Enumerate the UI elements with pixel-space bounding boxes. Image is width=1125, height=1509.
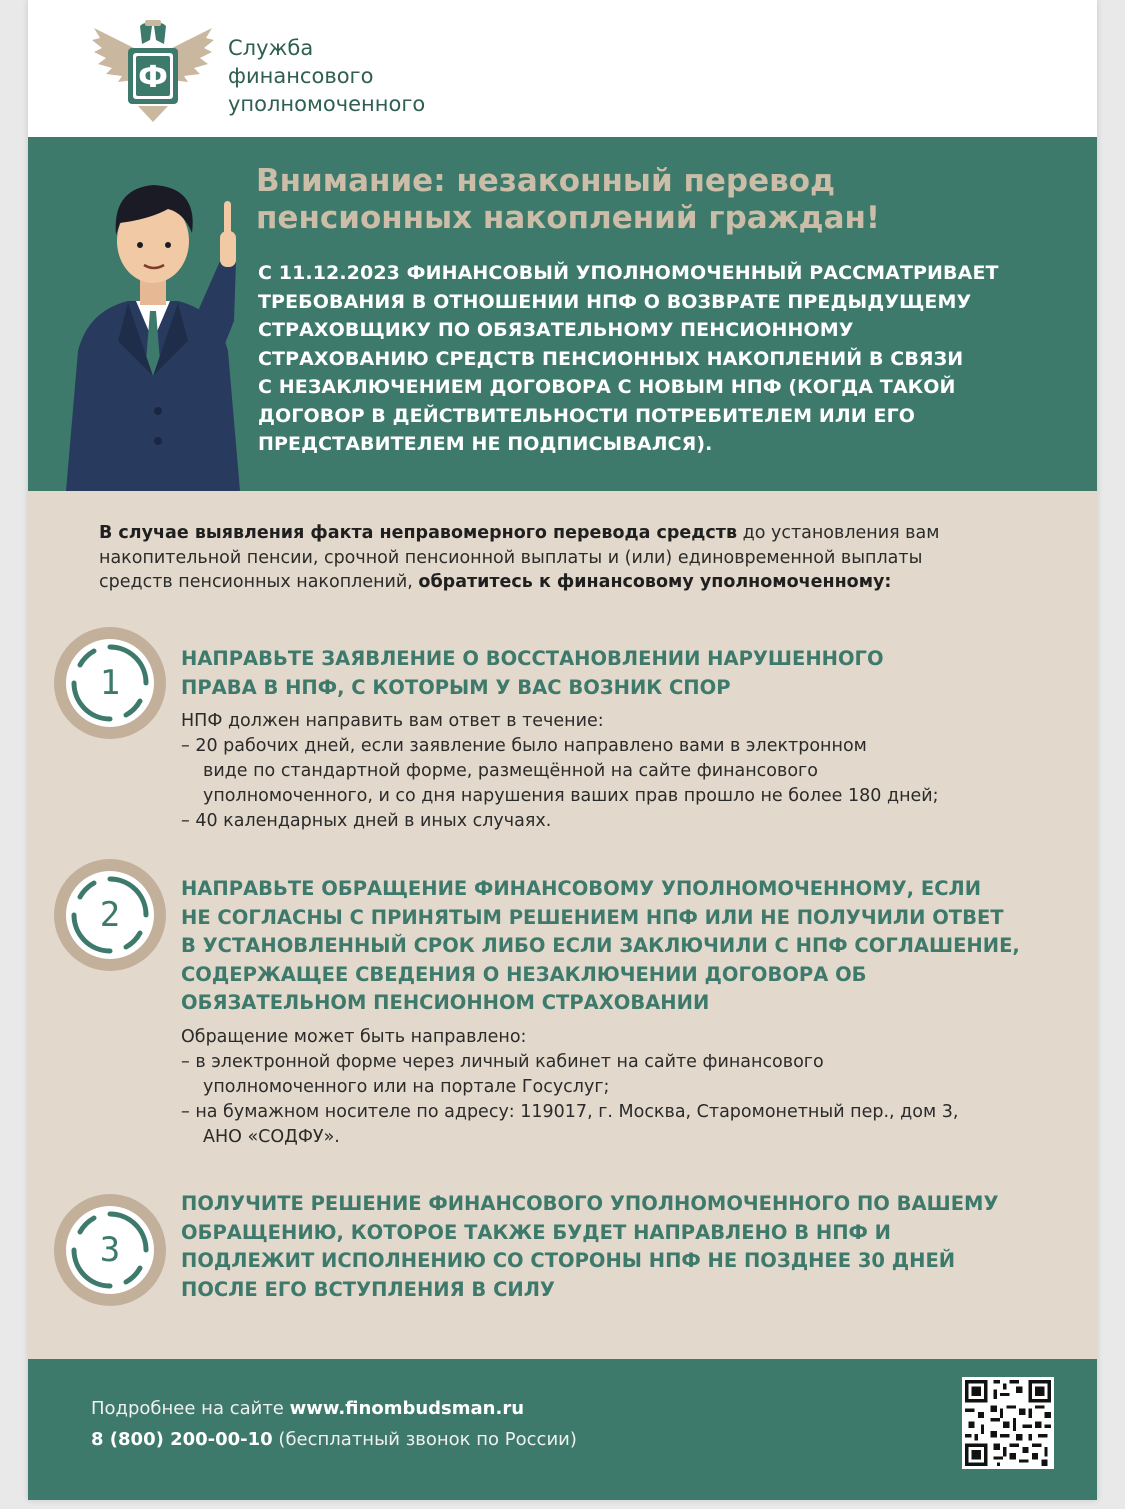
hero-text-line: С НЕЗАКЛЮЧЕНИЕМ ДОГОВОРА С НОВЫМ НПФ (КОГДА ТАКОЙ [258, 376, 956, 398]
eagle-emblem-icon [90, 18, 216, 124]
header [28, 0, 1097, 137]
step-number-badge [54, 1194, 166, 1306]
intro-text: до установления вам [737, 523, 940, 543]
intro-bold: В случае выявления факта неправомерного перевода средств [99, 523, 738, 543]
step-body-line: Обращение может быть направлено: [181, 1027, 527, 1047]
instructions-section [28, 491, 1097, 1359]
step-title-line: НАПРАВЬТЕ ЗАЯВЛЕНИЕ О ВОССТАНОВЛЕНИИ НАРУШЕННОГО [181, 647, 884, 670]
step-number-badge [54, 859, 166, 971]
hero-text-line: С 11.12.2023 ФИНАНСОВЫЙ УПОЛНОМОЧЕННЫЙ РАССМАТРИВАЕТ [258, 262, 999, 284]
hero-text [258, 259, 1078, 459]
contact-info [91, 1393, 577, 1455]
hero-banner [28, 137, 1097, 491]
qr-code-icon[interactable] [962, 1377, 1054, 1469]
step-title-line: ОБРАЩЕНИЮ, КОТОРОЕ ТАКЖЕ БУДЕТ НАПРАВЛЕНО В НПФ И [181, 1220, 891, 1244]
step-title-line: ПОДЛЕЖИТ ИСПОЛНЕНИЮ СО СТОРОНЫ НПФ НЕ ПОЗДНЕЕ 30 ДНЕЙ [181, 1249, 956, 1272]
phone-number[interactable]: 8 (800) 200-00-10 [91, 1429, 273, 1450]
svg-text:Ф: Ф [138, 60, 168, 95]
step-title-line: В УСТАНОВЛЕННЫЙ СРОК ЛИБО ЕСЛИ ЗАКЛЮЧИЛИ С НПФ СОГЛАШЕНИЕ, [181, 934, 1020, 957]
website-prefix: Подробнее на сайте [91, 1398, 290, 1419]
hero-text-line: ДОГОВОР В ДЕЙСТВИТЕЛЬНОСТИ ПОТРЕБИТЕЛЕМ ИЛИ ЕГО [258, 404, 916, 427]
step-title-line: СОДЕРЖАЩЕЕ СВЕДЕНИЯ О НЕЗАКЛЮЧЕНИИ ДОГОВОРА ОБ [181, 962, 867, 986]
step-title-line: ПОСЛЕ ЕГО ВСТУПЛЕНИЯ В СИЛУ [181, 1277, 555, 1301]
footer [28, 1359, 1097, 1500]
step-title [181, 645, 884, 702]
step-body-line: АНО «СОДФУ». [203, 1127, 340, 1147]
businessman-illustration [58, 161, 248, 491]
intro-line [99, 521, 1059, 546]
hero-title-line: Внимание: незаконный перевод [256, 163, 836, 199]
intro-paragraph [99, 521, 1059, 595]
step-body [181, 1025, 958, 1150]
step-body-line: уполномоченного, и со дня нарушения ваших прав прошло не более 180 дней; [203, 786, 939, 806]
step-number: 3 [99, 1230, 121, 1270]
hero-title [256, 163, 880, 237]
intro-bold: обратитесь к финансовому уполномоченному: [418, 572, 892, 592]
intro-line [99, 570, 1059, 595]
step-number: 2 [99, 895, 121, 935]
poster [28, 0, 1097, 1500]
step-title [181, 1190, 998, 1304]
step-number-badge [54, 627, 166, 739]
step-title-line: ПРАВА В НПФ, С КОТОРЫМ У ВАС ВОЗНИК СПОР [181, 675, 731, 699]
hero-text-line: ТРЕБОВАНИЯ В ОТНОШЕНИИ НПФ О ВОЗВРАТЕ ПРЕДЫДУЩЕМУ [258, 290, 972, 313]
org-name-line: Служба [228, 36, 314, 60]
intro-text: средств пенсионных накоплений, [99, 572, 419, 592]
hero-text-line: СТРАХОВАНИЮ СРЕДСТВ ПЕНСИОННЫХ НАКОПЛЕНИЙ В СВЯЗИ [258, 347, 964, 370]
hero-text-line: ПРЕДСТАВИТЕЛЕМ НЕ ПОДПИСЫВАЛСЯ). [258, 433, 713, 455]
step-body-line: – в электронной форме через личный кабинет на сайте финансового [181, 1052, 824, 1072]
org-name-line: уполномоченного [228, 92, 426, 116]
org-name [228, 34, 425, 118]
step-number: 1 [99, 663, 121, 703]
step-body-line: НПФ должен направить вам ответ в течение: [181, 711, 604, 731]
step-title [181, 875, 1020, 1018]
step-title-line: НАПРАВЬТЕ ОБРАЩЕНИЕ ФИНАНСОВОМУ УПОЛНОМОЧЕННОМУ, ЕСЛИ [181, 877, 982, 900]
step-body-line: – 40 календарных дней в иных случаях. [181, 811, 552, 831]
phone-note: (бесплатный звонок по России) [272, 1429, 577, 1450]
step-body-line: – на бумажном носителе по адресу: 119017, г. Москва, Старомонетный пер., дом 3, [181, 1102, 959, 1122]
step-body-line: виде по стандартной форме, размещённой на сайте финансового [203, 761, 818, 781]
step-body [181, 709, 939, 834]
hero-text-line: СТРАХОВЩИКУ ПО ОБЯЗАТЕЛЬНОМУ ПЕНСИОННОМУ [258, 319, 854, 341]
phone-line [91, 1424, 577, 1455]
org-name-line: финансового [228, 64, 374, 88]
step-title-line: НЕ СОГЛАСНЫ С ПРИНЯТЫМ РЕШЕНИЕМ НПФ ИЛИ НЕ ПОЛУЧИЛИ ОТВЕТ [181, 905, 1004, 929]
step-body-line: – 20 рабочих дней, если заявление было направлено вами в электронном [181, 736, 867, 756]
website-link[interactable]: www.finombudsman.ru [289, 1398, 525, 1419]
step-title-line: ОБЯЗАТЕЛЬНОМ ПЕНСИОННОМ СТРАХОВАНИИ [181, 991, 710, 1014]
hero-title-line: пенсионных накоплений граждан! [256, 200, 881, 236]
step-title-line: ПОЛУЧИТЕ РЕШЕНИЕ ФИНАНСОВОГО УПОЛНОМОЧЕННОГО ПО ВАШЕМУ [181, 1192, 999, 1215]
intro-line: накопительной пенсии, срочной пенсионной выплаты и (или) единовременной выплаты [99, 547, 923, 568]
step-body-line: уполномоченного или на портале Госуслуг; [203, 1077, 610, 1097]
website-line [91, 1393, 577, 1424]
